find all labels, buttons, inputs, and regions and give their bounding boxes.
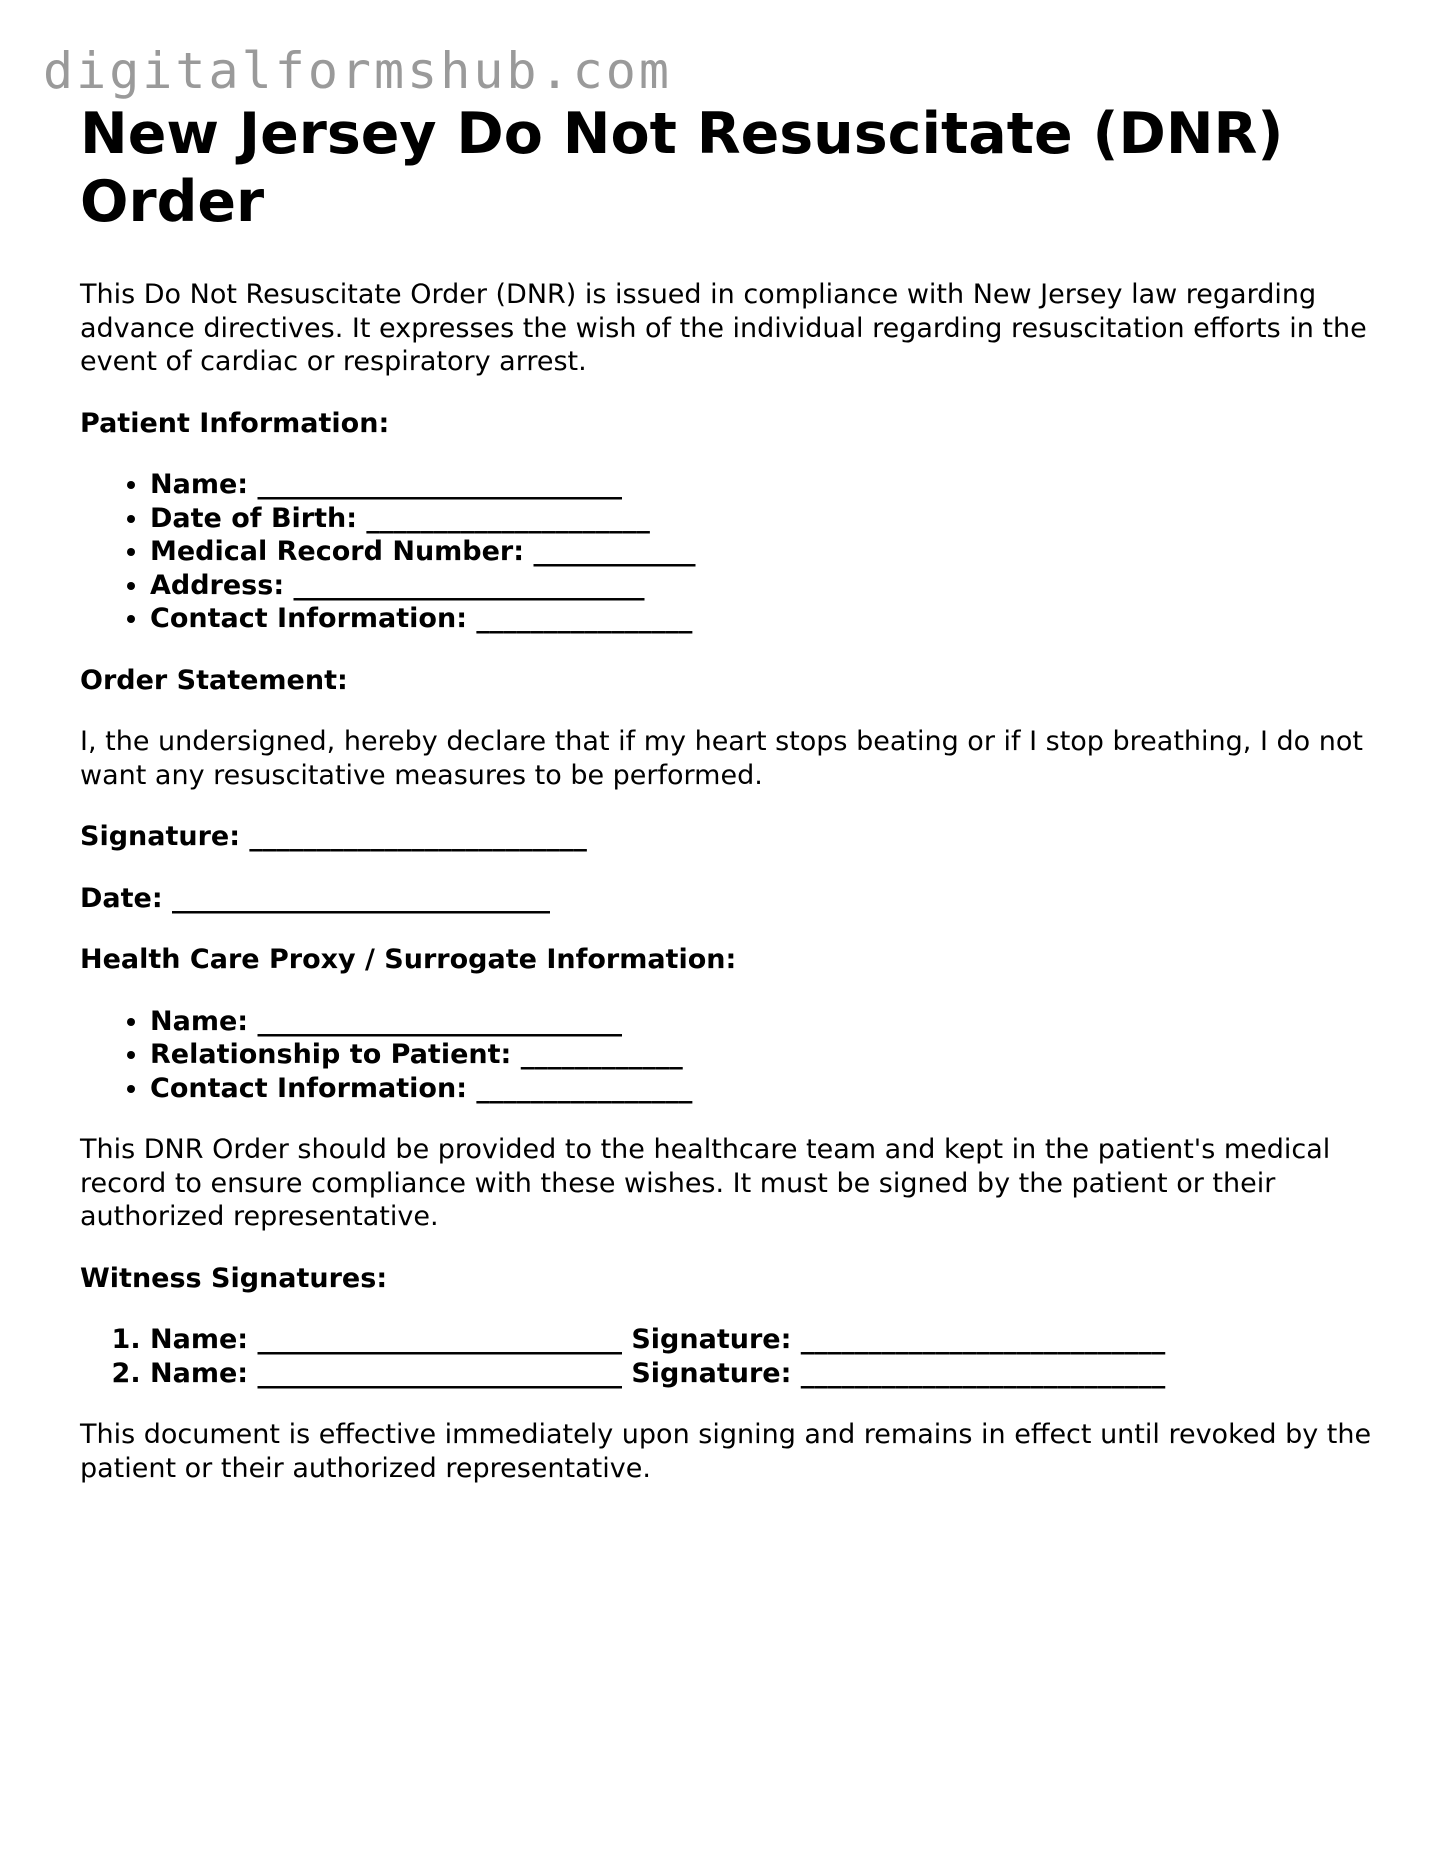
document-page xyxy=(80,100,1380,1485)
page-title: New Jersey Do Not Resuscitate (DNR) Order xyxy=(80,101,1284,235)
patient-address-field: • Address: __________________________ xyxy=(150,569,1380,603)
patient-info-heading: Patient Information: xyxy=(80,407,390,439)
witness-heading: Witness Signatures: xyxy=(80,1262,388,1294)
proxy-info-heading: Health Care Proxy / Surrogate Information: xyxy=(80,944,737,975)
proxy-info-list xyxy=(80,1005,1380,1106)
proxy-relationship-field: • Relationship to Patient: ____________ xyxy=(150,1038,1380,1072)
watermark: digitalformshub.com xyxy=(43,42,672,100)
patient-dob-field: • Date of Birth: _____________________ xyxy=(150,502,1380,536)
date-field: Date: ____________________________ xyxy=(80,882,551,914)
patient-contact-field: • Contact Information: ________________ xyxy=(150,602,1380,636)
patient-info-list xyxy=(80,468,1380,636)
patient-name-field: • Name: ___________________________ xyxy=(150,468,1380,502)
intro-paragraph: This Do Not Resuscitate Order (DNR) is issued in compliance with New Jersey law regarding advance directives. It expresses the wish of the individual regarding resuscitation efforts in the event of cardiac or respiratory arrest. xyxy=(80,279,1367,377)
order-statement-heading: Order Statement: xyxy=(80,664,348,696)
proxy-name-field: • Name: ___________________________ xyxy=(150,1005,1380,1039)
witness-1-field: 1. Name: ___________________________ Signature: ___________________________ xyxy=(150,1323,1380,1357)
witness-2-field: 2. Name: ___________________________ Signature: ___________________________ xyxy=(150,1357,1380,1391)
proxy-contact-field: • Contact Information: ________________ xyxy=(150,1072,1380,1106)
patient-mrn-field: • Medical Record Number: ____________ xyxy=(150,535,1380,569)
witness-list xyxy=(80,1323,1380,1390)
provision-note: This DNR Order should be provided to the healthcare team and kept in the patient's medical record to ensure compliance with these wishes. It must be signed by the patient or their authorized representative. xyxy=(80,1134,1331,1232)
order-statement-text: I, the undersigned, hereby declare that if my heart stops beating or if I stop breathing, I do not want any resuscitative measures to be performed. xyxy=(80,726,1363,791)
effective-note: This document is effective immediately upon signing and remains in effect until revoked by the patient or their authorized representative. xyxy=(80,1419,1372,1484)
signature-field: Signature: _________________________ xyxy=(80,821,587,852)
